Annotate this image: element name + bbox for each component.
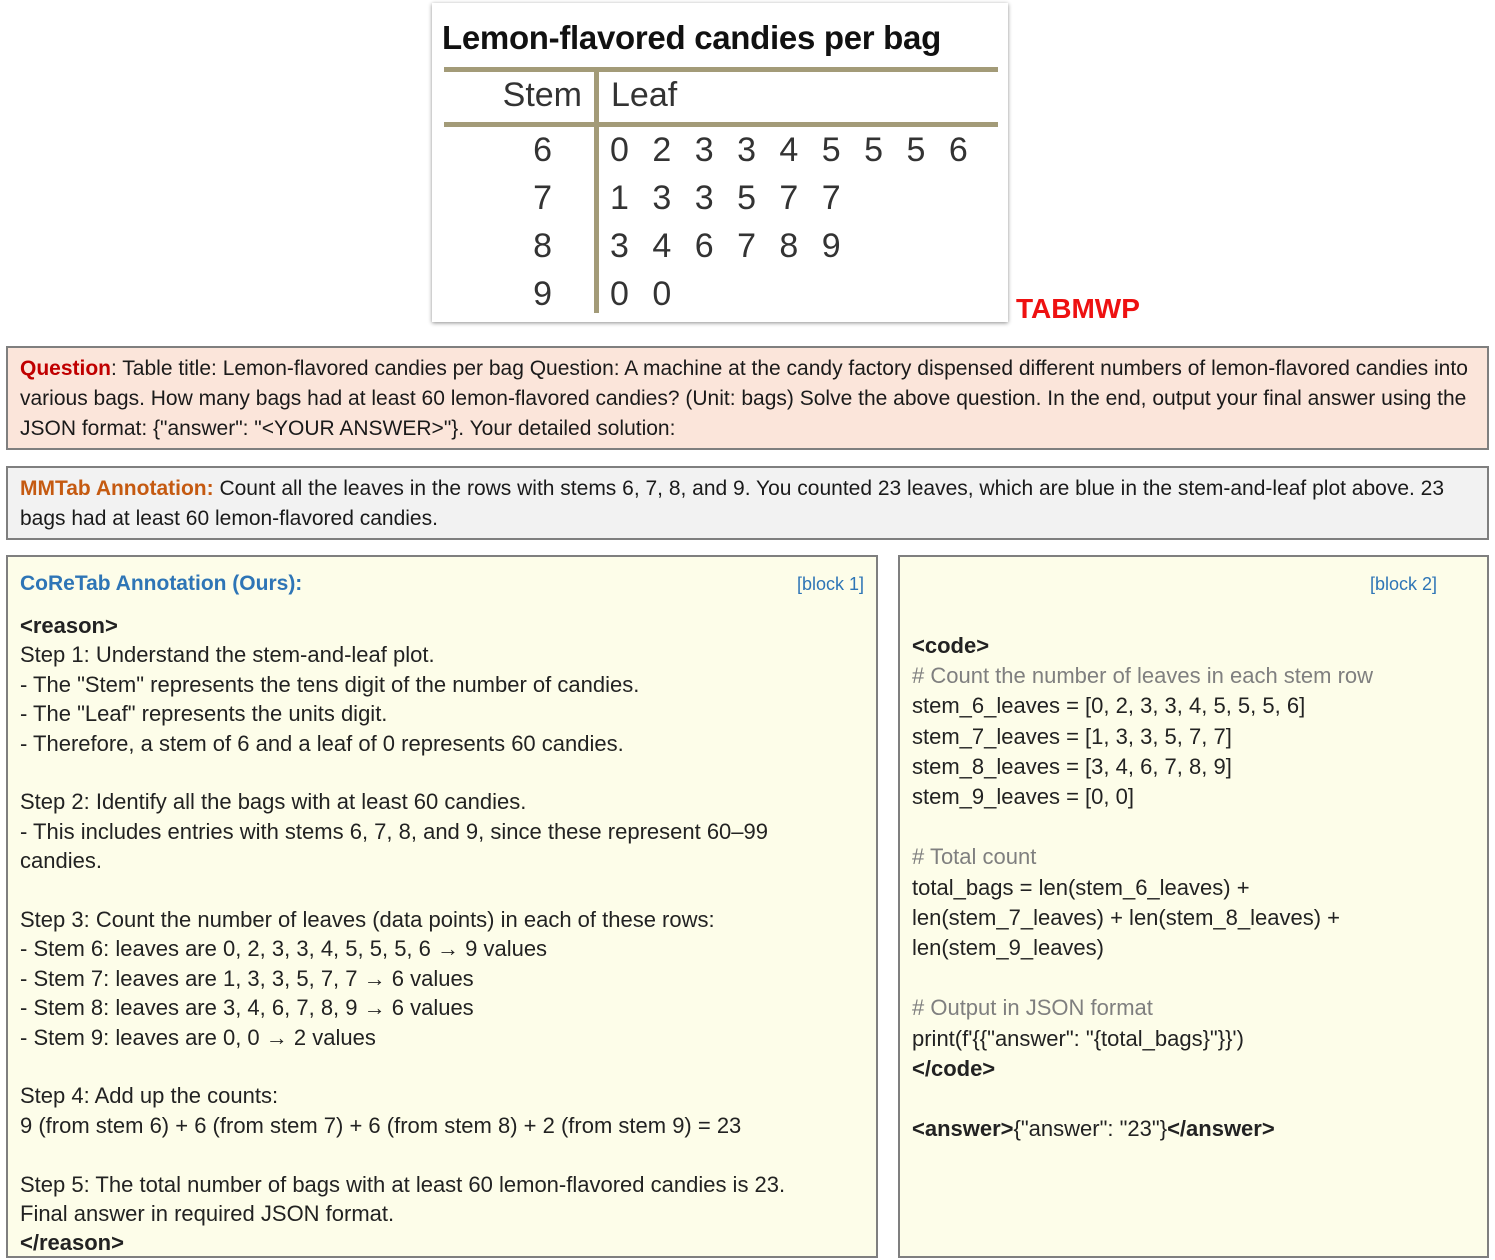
block-2-tag: [block 2] <box>1369 574 1437 594</box>
reasoning-line: candies. <box>20 848 102 874</box>
code-line: # Count the number of leaves in each stem row <box>912 663 1374 689</box>
answer-value: {"answer": "23"} <box>1013 1116 1168 1142</box>
reasoning-line <box>20 1052 864 1081</box>
reasoning-line: 9 (from stem 6) + 6 (from stem 7) + 6 (from stem 8) + 2 (from stem 9) = 23 <box>20 1112 742 1138</box>
code-line: total_bags = len(stem_6_leaves) + <box>912 874 1250 900</box>
reasoning-line: Step 2: Identify all the bags with at least 60 candies. <box>20 789 527 815</box>
reasoning-line <box>20 876 864 905</box>
code-line: stem_7_leaves = [1, 3, 3, 5, 7, 7] <box>912 723 1232 749</box>
stem-cell: 7 <box>533 179 552 217</box>
stem-leaf-divider <box>594 71 599 313</box>
stem-header: Stem <box>502 76 582 114</box>
reasoning-line: - Stem 8: leaves are 3, 4, 6, 7, 8, 9 → 6 values <box>20 995 474 1021</box>
answer-close-tag: </answer> <box>1167 1116 1275 1142</box>
coretab-block-1 <box>6 555 878 1258</box>
leaf-cell: 1 3 3 5 7 7 <box>610 179 848 217</box>
code-line: # Total count <box>912 844 1037 870</box>
code-line: stem_9_leaves = [0, 0] <box>912 784 1134 810</box>
code-line: stem_8_leaves = [3, 4, 6, 7, 8, 9] <box>912 753 1232 779</box>
source-tag: TABMWP <box>1016 293 1140 324</box>
block-1-tag: [block 1] <box>796 574 864 594</box>
reasoning-line: - Stem 9: leaves are 0, 0 → 2 values <box>20 1024 376 1050</box>
code-line: </code> <box>912 1055 996 1081</box>
reasoning-line: - Therefore, a stem of 6 and a leaf of 0 represents 60 candies. <box>20 730 624 756</box>
reasoning-line <box>20 1140 864 1169</box>
reasoning-line <box>20 758 864 787</box>
reasoning-line: Step 3: Count the number of leaves (data points) in each of these rows: <box>20 907 715 933</box>
answer-line <box>912 1114 1475 1143</box>
reasoning-line: - This includes entries with stems 6, 7, 8, and 9, since these represent 60–99 <box>20 818 768 844</box>
reasoning-line: - Stem 7: leaves are 1, 3, 3, 5, 7, 7 → 6 values <box>20 965 474 991</box>
leaf-header: Leaf <box>611 76 678 114</box>
leaf-cell: 3 4 6 7 8 9 <box>610 227 848 265</box>
leaf-cell: 0 2 3 3 4 5 5 5 6 <box>610 131 975 169</box>
mmtab-annotation-box <box>6 466 1489 540</box>
reasoning-line: Final answer in required JSON format. <box>20 1201 395 1227</box>
answer-open-tag: <answer> <box>912 1116 1014 1142</box>
stem-leaf-plot <box>432 3 1008 322</box>
code-line <box>912 812 1475 842</box>
mmtab-text: Count all the leaves in the rows with stems 6, 7, 8, and 9. You counted 23 leaves, which are blue in the stem-and-leaf plot above. 23 bags had at least 60 lemon-flavored candies. <box>20 477 1445 530</box>
reasoning-line: - The "Stem" represents the tens digit of the number of candies. <box>20 671 640 697</box>
plot-title: Lemon-flavored candies per bag <box>442 19 941 56</box>
question-label: Question <box>20 357 112 380</box>
code-line: # Output in JSON format <box>912 995 1153 1021</box>
code-line <box>912 963 1475 993</box>
code-line: print(f'{{"answer": "{total_bags}"}}') <box>912 1025 1244 1051</box>
mmtab-label: MMTab Annotation: <box>20 477 214 500</box>
code-line: stem_6_leaves = [0, 2, 3, 3, 4, 5, 5, 5, 6] <box>912 693 1306 719</box>
header-top-rule <box>444 67 998 72</box>
leaf-cell: 0 0 <box>610 275 679 313</box>
reasoning-line: </reason> <box>20 1230 124 1256</box>
reasoning-lines <box>20 611 864 1258</box>
question-text: : Table title: Lemon-flavored candies per bag Question: A machine at the candy factory dispensed different numbers of lemon-flavored candies into various bags. How many bags had at least 60 lemon-flavored candies? (Unit: bags) Solve the above question. In the end, output your final answer using the JSON format: {"answer": "<YOUR ANSWER>"}. Your detailed solution: <box>20 357 1468 440</box>
stem-cell: 8 <box>533 227 552 265</box>
reasoning-line: <reason> <box>20 613 118 638</box>
coretab-block-2 <box>898 555 1489 1258</box>
reasoning-line: Step 4: Add up the counts: <box>20 1083 279 1109</box>
reasoning-line: Step 5: The total number of bags with at least 60 lemon-flavored candies is 23. <box>20 1171 786 1197</box>
code-line <box>912 1084 1475 1114</box>
question-box <box>6 346 1489 450</box>
stem-cell: 9 <box>533 275 552 313</box>
reasoning-line: - The "Leaf" represents the units digit. <box>20 701 388 727</box>
code-line: <code> <box>912 633 990 658</box>
header-bottom-rule <box>444 122 998 127</box>
stem-cell: 6 <box>533 131 552 169</box>
code-lines <box>912 631 1475 1114</box>
reasoning-line: - Stem 6: leaves are 0, 2, 3, 3, 4, 5, 5, 5, 6 → 9 values <box>20 936 548 962</box>
coretab-label: CoReTab Annotation (Ours): <box>20 572 303 595</box>
code-line: len(stem_9_leaves) <box>912 935 1104 961</box>
code-line: len(stem_7_leaves) + len(stem_8_leaves) + <box>912 904 1341 930</box>
reasoning-line: Step 1: Understand the stem-and-leaf plot. <box>20 642 435 668</box>
